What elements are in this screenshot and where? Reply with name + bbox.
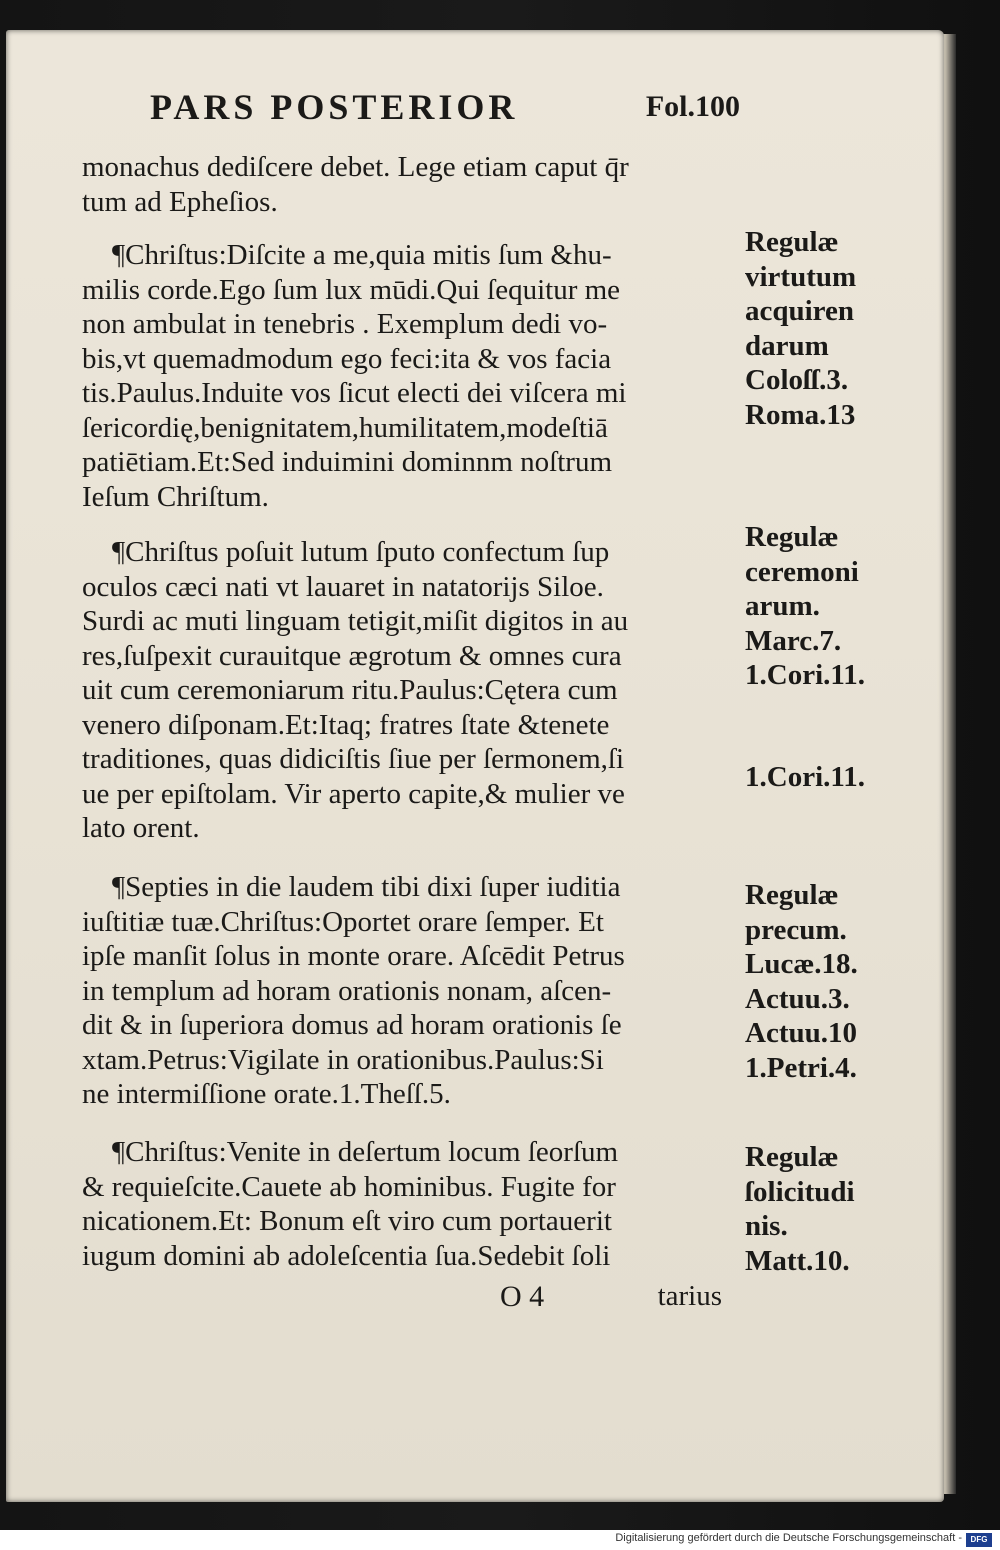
text-line: iugum domini ab adoleſcentia ſua.Sedebit ſoli	[82, 1239, 611, 1272]
margin-line: 1.Petri.4.	[745, 1051, 857, 1084]
margin-line: arum.	[745, 590, 820, 622]
margin-line: Regulæ	[745, 879, 839, 911]
margin-line: 1.Cori.11.	[745, 761, 866, 793]
margin-line: Matt.10.	[745, 1244, 850, 1277]
page-header	[150, 86, 750, 136]
margin-line: nis.	[745, 1210, 788, 1242]
margin-line: Lucæ.18.	[745, 948, 858, 980]
text-line: ¶Chriſtus poſuit lutum ſputo confectum ſup	[112, 536, 610, 568]
text-line: dit & in ſuperiora domus ad horam orationis ſe	[82, 1009, 622, 1041]
text-line: ne intermiſſione orate.1.Theſſ.5.	[82, 1078, 451, 1110]
margin-line: Regulæ	[745, 1141, 839, 1173]
credit-bar	[0, 1530, 1000, 1550]
marginal-note-solicitudinis	[745, 1140, 895, 1278]
folio-number: Fol.100	[645, 90, 740, 123]
marginal-note-precum	[745, 878, 895, 1085]
text-line: patiētiam.Et:Sed induimini dominnm noſtrum	[82, 446, 613, 478]
signature-mark: O 4	[500, 1280, 545, 1313]
paragraph-precum	[82, 870, 742, 1112]
margin-line: ceremoni	[745, 555, 859, 588]
paragraph-solicitudinis	[82, 1135, 742, 1273]
paragraph-continuation	[82, 150, 742, 219]
text-line: non ambulat in tenebris . Exemplum dedi vo-	[82, 308, 608, 340]
text-line: xtam.Petrus:Vigilate in orationibus.Paulus:Si	[82, 1043, 604, 1076]
text-line: traditiones, quas didiciſtis ſiue per ſermonem,ſi	[82, 743, 625, 775]
running-head: PARS POSTERIOR	[150, 87, 519, 127]
text-line: tum ad Epheſios.	[82, 185, 278, 218]
text-line: & requieſcite.Cauete ab hominibus. Fugite for	[82, 1170, 616, 1203]
margin-line: Actuu.3.	[745, 982, 850, 1015]
margin-line: Marc.7.	[745, 624, 842, 657]
marginal-note-corinthians	[745, 760, 895, 795]
text-line: Surdi ac muti linguam tetigit,miſit digitos in au	[82, 605, 629, 637]
margin-line: precum.	[745, 913, 847, 946]
text-line: ue per epiſtolam. Vir aperto capite,& mulier ve	[82, 777, 625, 810]
text-line: ſericordię,benignitatem,humilitatem,modeſtiā	[82, 411, 608, 444]
text-line: lato orent.	[82, 812, 200, 844]
margin-line: ſolicitudi	[745, 1175, 855, 1208]
text-line: ¶Septies in die laudem tibi dixi ſuper iuditia	[112, 871, 621, 903]
text-line: Ieſum Chriſtum.	[82, 480, 269, 513]
paragraph-virtutum	[82, 238, 742, 514]
text-line: milis corde.Ego ſum lux mūdi.Qui ſequitur me	[82, 273, 621, 306]
text-line: nicationem.Et: Bonum eſt viro cum portauerit	[82, 1205, 612, 1237]
text-line: ¶Chriſtus:Venite in deſertum locum ſeorſum	[112, 1136, 619, 1168]
text-line: in templum ad horam orationis nonam, aſcen-	[82, 974, 612, 1007]
dfg-logo: DFG	[966, 1533, 992, 1547]
margin-line: Coloſſ.3.	[745, 364, 849, 396]
margin-line: acquiren	[745, 295, 855, 327]
paragraph-ceremoniarum	[82, 535, 742, 846]
text-line: monachus dediſcere debet. Lege etiam caput q̄r	[82, 151, 629, 183]
text-line: iuſtitiæ tuæ.Chriſtus:Oportet orare ſemper. Et	[82, 905, 604, 938]
margin-line: Regulæ	[745, 521, 839, 553]
margin-line: darum	[745, 329, 829, 362]
text-line: tis.Paulus.Induite vos ſicut electi dei viſcera mi	[82, 377, 627, 409]
marginal-note-ceremoniarum	[745, 520, 895, 693]
margin-line: Regulæ	[745, 226, 839, 258]
text-line: ¶Chriſtus:Diſcite a me,quia mitis ſum &hu-	[112, 239, 612, 271]
funding-credit: Digitalisierung gefördert durch die Deutsche Forschungsgemeinschaft -	[615, 1532, 962, 1544]
margin-line: virtutum	[745, 260, 857, 293]
text-line: oculos cæci nati vt lauaret in natatorijs Siloe.	[82, 570, 604, 603]
margin-line: 1.Cori.11.	[745, 659, 866, 691]
text-line: uit cum ceremoniarum ritu.Paulus:Cętera cum	[82, 674, 618, 706]
catchword: tarius	[657, 1280, 722, 1312]
margin-line: Roma.13	[745, 398, 856, 431]
marginal-note-virtutum	[745, 225, 895, 432]
text-line: bis,vt quemadmodum ego feci:ita & vos facia	[82, 342, 612, 375]
text-line: ipſe manſit ſolus in monte orare. Aſcēdit Petrus	[82, 940, 625, 972]
text-line: venero diſponam.Et:Itaq; fratres ſtate &tenete	[82, 708, 610, 741]
text-line: res,ſuſpexit curauitque ægrotum & omnes cura	[82, 639, 622, 672]
margin-line: Actuu.10	[745, 1017, 857, 1049]
